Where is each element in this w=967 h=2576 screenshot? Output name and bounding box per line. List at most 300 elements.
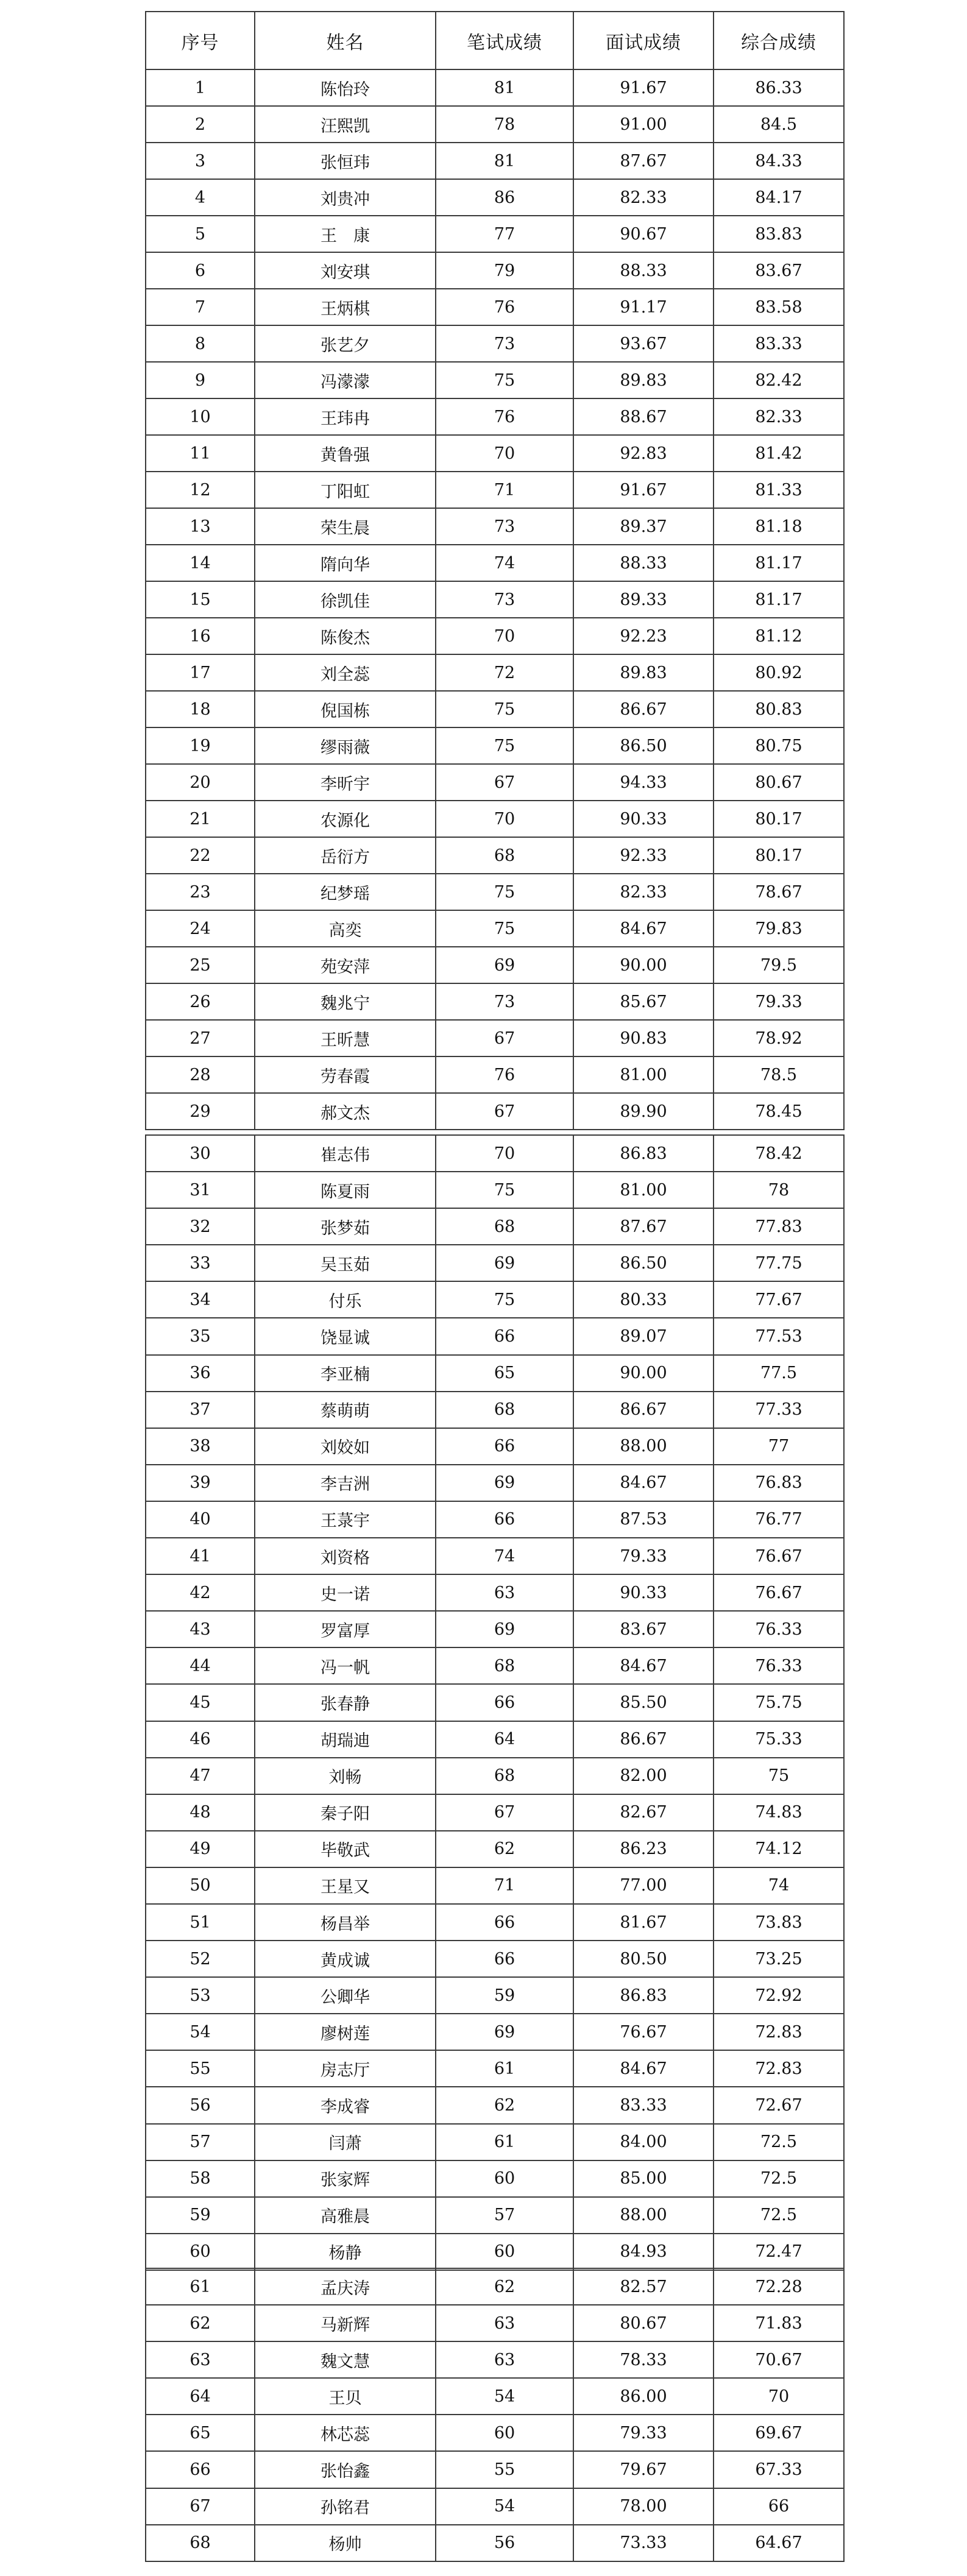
cell-seq: 47	[146, 1758, 255, 1794]
cell-name: 劳春霞	[255, 1056, 436, 1093]
cell-total-score: 72.67	[714, 2087, 844, 2123]
cell-seq: 7	[146, 289, 255, 325]
cell-total-score: 73.25	[714, 1941, 844, 1977]
cell-interview-score: 88.67	[573, 398, 714, 435]
cell-written-score: 75	[436, 874, 573, 910]
cell-written-score: 70	[436, 1135, 573, 1172]
cell-seq: 5	[146, 216, 255, 252]
cell-seq: 17	[146, 654, 255, 691]
cell-name: 倪国栋	[255, 691, 436, 727]
cell-seq: 54	[146, 2014, 255, 2050]
cell-interview-score: 79.33	[573, 1538, 714, 1574]
cell-total-score: 74	[714, 1867, 844, 1904]
cell-seq: 23	[146, 874, 255, 910]
cell-interview-score: 92.83	[573, 435, 714, 472]
cell-total-score: 75.75	[714, 1684, 844, 1721]
cell-total-score: 72.5	[714, 2197, 844, 2234]
cell-seq: 52	[146, 1941, 255, 1977]
cell-seq: 56	[146, 2087, 255, 2123]
header-interview-score: 面试成绩	[573, 12, 714, 69]
cell-seq: 46	[146, 1721, 255, 1758]
cell-seq: 53	[146, 1977, 255, 2014]
table-row	[146, 801, 844, 837]
cell-interview-score: 88.00	[573, 1428, 714, 1465]
table-row	[146, 691, 844, 727]
cell-seq: 16	[146, 618, 255, 654]
table-row	[146, 289, 844, 325]
cell-written-score: 70	[436, 801, 573, 837]
table-row	[146, 1172, 844, 1208]
table-row	[146, 1501, 844, 1538]
cell-total-score: 72.5	[714, 2160, 844, 2197]
cell-seq: 35	[146, 1318, 255, 1354]
table-row	[146, 910, 844, 947]
cell-written-score: 68	[436, 837, 573, 874]
table-header-row	[146, 12, 844, 69]
cell-interview-score: 89.33	[573, 581, 714, 618]
cell-written-score: 73	[436, 983, 573, 1020]
cell-written-score: 69	[436, 2014, 573, 2050]
table-row	[146, 1611, 844, 1647]
cell-name: 秦子阳	[255, 1794, 436, 1831]
cell-interview-score: 84.67	[573, 1647, 714, 1684]
cell-name: 李亚楠	[255, 1355, 436, 1392]
table-row	[146, 837, 844, 874]
cell-seq: 30	[146, 1135, 255, 1172]
table-row	[146, 2160, 844, 2197]
cell-name: 张春静	[255, 1684, 436, 1721]
table-row	[146, 1428, 844, 1465]
cell-seq: 66	[146, 2451, 255, 2488]
cell-written-score: 67	[436, 1093, 573, 1130]
cell-name: 马新辉	[255, 2305, 436, 2341]
cell-name: 饶显诚	[255, 1318, 436, 1354]
cell-interview-score: 82.33	[573, 179, 714, 216]
cell-interview-score: 79.67	[573, 2451, 714, 2488]
cell-interview-score: 78.33	[573, 2341, 714, 2378]
cell-name: 魏兆宁	[255, 983, 436, 1020]
cell-interview-score: 90.00	[573, 1355, 714, 1392]
table-row	[146, 2234, 844, 2270]
header-name: 姓名	[255, 12, 436, 69]
table-row	[146, 216, 844, 252]
cell-written-score: 54	[436, 2488, 573, 2525]
cell-total-score: 73.83	[714, 1904, 844, 1941]
cell-seq: 27	[146, 1020, 255, 1056]
cell-written-score: 73	[436, 325, 573, 362]
cell-interview-score: 78.00	[573, 2488, 714, 2525]
cell-seq: 20	[146, 764, 255, 801]
table-row	[146, 106, 844, 143]
table-row	[146, 1465, 844, 1501]
cell-interview-score: 90.00	[573, 947, 714, 983]
cell-interview-score: 91.00	[573, 106, 714, 143]
cell-total-score: 81.17	[714, 545, 844, 581]
cell-interview-score: 79.33	[573, 2415, 714, 2451]
table-row	[146, 2415, 844, 2451]
table-row	[146, 1056, 844, 1093]
cell-total-score: 77	[714, 1428, 844, 1465]
cell-name: 高雅晨	[255, 2197, 436, 2234]
cell-interview-score: 90.67	[573, 216, 714, 252]
table-row	[146, 362, 844, 398]
cell-interview-score: 82.33	[573, 874, 714, 910]
cell-seq: 62	[146, 2305, 255, 2341]
cell-written-score: 66	[436, 1318, 573, 1354]
cell-interview-score: 91.67	[573, 69, 714, 106]
table-row	[146, 983, 844, 1020]
table-row	[146, 2451, 844, 2488]
cell-written-score: 70	[436, 618, 573, 654]
cell-total-score: 66	[714, 2488, 844, 2525]
cell-interview-score: 91.67	[573, 472, 714, 508]
cell-interview-score: 80.50	[573, 1941, 714, 1977]
cell-name: 杨静	[255, 2234, 436, 2270]
cell-written-score: 76	[436, 398, 573, 435]
cell-interview-score: 85.67	[573, 983, 714, 1020]
cell-total-score: 84.17	[714, 179, 844, 216]
table-row	[146, 1647, 844, 1684]
cell-seq: 50	[146, 1867, 255, 1904]
cell-written-score: 71	[436, 1867, 573, 1904]
cell-total-score: 82.33	[714, 398, 844, 435]
cell-interview-score: 86.23	[573, 1831, 714, 1867]
cell-written-score: 60	[436, 2160, 573, 2197]
table-row	[146, 2197, 844, 2234]
cell-seq: 42	[146, 1574, 255, 1611]
cell-seq: 44	[146, 1647, 255, 1684]
cell-total-score: 81.18	[714, 508, 844, 545]
cell-written-score: 63	[436, 1574, 573, 1611]
cell-total-score: 79.83	[714, 910, 844, 947]
cell-name: 农源化	[255, 801, 436, 837]
cell-written-score: 62	[436, 2087, 573, 2123]
cell-name: 刘全蕊	[255, 654, 436, 691]
cell-total-score: 72.28	[714, 2268, 844, 2305]
cell-written-score: 62	[436, 1831, 573, 1867]
cell-seq: 13	[146, 508, 255, 545]
cell-interview-score: 86.50	[573, 727, 714, 764]
cell-total-score: 81.33	[714, 472, 844, 508]
cell-written-score: 86	[436, 179, 573, 216]
cell-name: 苑安萍	[255, 947, 436, 983]
table-row	[146, 435, 844, 472]
cell-interview-score: 87.53	[573, 1501, 714, 1538]
cell-seq: 15	[146, 581, 255, 618]
table-row	[146, 1392, 844, 1428]
cell-written-score: 63	[436, 2305, 573, 2341]
cell-written-score: 68	[436, 1647, 573, 1684]
cell-seq: 18	[146, 691, 255, 727]
cell-name: 陈夏雨	[255, 1172, 436, 1208]
cell-interview-score: 84.67	[573, 1465, 714, 1501]
cell-interview-score: 86.83	[573, 1135, 714, 1172]
cell-total-score: 78	[714, 1172, 844, 1208]
cell-seq: 38	[146, 1428, 255, 1465]
cell-name: 林芯蕊	[255, 2415, 436, 2451]
cell-name: 丁阳虹	[255, 472, 436, 508]
cell-name: 王 康	[255, 216, 436, 252]
cell-seq: 25	[146, 947, 255, 983]
score-table-section-3	[145, 2268, 845, 2562]
cell-seq: 3	[146, 143, 255, 179]
cell-name: 孟庆涛	[255, 2268, 436, 2305]
cell-name: 崔志伟	[255, 1135, 436, 1172]
table-row	[146, 1721, 844, 1758]
cell-total-score: 74.83	[714, 1794, 844, 1831]
cell-written-score: 73	[436, 508, 573, 545]
cell-written-score: 59	[436, 1977, 573, 2014]
table-row	[146, 472, 844, 508]
cell-written-score: 73	[436, 581, 573, 618]
table-row	[146, 2378, 844, 2415]
cell-total-score: 75.33	[714, 1721, 844, 1758]
cell-total-score: 80.83	[714, 691, 844, 727]
cell-seq: 8	[146, 325, 255, 362]
cell-total-score: 70.67	[714, 2341, 844, 2378]
cell-total-score: 80.67	[714, 764, 844, 801]
cell-name: 冯一帆	[255, 1647, 436, 1684]
cell-seq: 37	[146, 1392, 255, 1428]
cell-seq: 59	[146, 2197, 255, 2234]
cell-seq: 28	[146, 1056, 255, 1093]
cell-total-score: 83.58	[714, 289, 844, 325]
cell-written-score: 81	[436, 143, 573, 179]
header-written-score: 笔试成绩	[436, 12, 573, 69]
cell-interview-score: 87.67	[573, 143, 714, 179]
cell-interview-score: 82.67	[573, 1794, 714, 1831]
cell-total-score: 78.5	[714, 1056, 844, 1093]
cell-written-score: 63	[436, 2341, 573, 2378]
cell-total-score: 81.17	[714, 581, 844, 618]
cell-seq: 51	[146, 1904, 255, 1941]
cell-name: 黄鲁强	[255, 435, 436, 472]
cell-name: 付乐	[255, 1281, 436, 1318]
cell-written-score: 66	[436, 1501, 573, 1538]
cell-interview-score: 81.00	[573, 1056, 714, 1093]
cell-seq: 11	[146, 435, 255, 472]
cell-total-score: 83.33	[714, 325, 844, 362]
cell-total-score: 77.67	[714, 1281, 844, 1318]
table-row	[146, 69, 844, 106]
cell-written-score: 72	[436, 654, 573, 691]
cell-name: 汪熙凯	[255, 106, 436, 143]
table-row	[146, 143, 844, 179]
table-row	[146, 2087, 844, 2123]
cell-total-score: 79.33	[714, 983, 844, 1020]
cell-written-score: 78	[436, 106, 573, 143]
table-row	[146, 1758, 844, 1794]
table-row	[146, 1794, 844, 1831]
cell-total-score: 77.75	[714, 1245, 844, 1281]
cell-interview-score: 85.00	[573, 2160, 714, 2197]
cell-seq: 60	[146, 2234, 255, 2270]
cell-name: 蔡萌萌	[255, 1392, 436, 1428]
cell-interview-score: 92.23	[573, 618, 714, 654]
cell-interview-score: 86.67	[573, 1721, 714, 1758]
cell-written-score: 81	[436, 69, 573, 106]
cell-written-score: 64	[436, 1721, 573, 1758]
cell-interview-score: 88.33	[573, 545, 714, 581]
table-row	[146, 764, 844, 801]
cell-interview-score: 89.83	[573, 362, 714, 398]
cell-name: 张家辉	[255, 2160, 436, 2197]
cell-written-score: 66	[436, 1941, 573, 1977]
cell-seq: 36	[146, 1355, 255, 1392]
cell-interview-score: 81.67	[573, 1904, 714, 1941]
cell-total-score: 72.92	[714, 1977, 844, 2014]
table-row	[146, 874, 844, 910]
table-row	[146, 2488, 844, 2525]
table-row	[146, 252, 844, 289]
cell-seq: 26	[146, 983, 255, 1020]
cell-total-score: 80.17	[714, 837, 844, 874]
cell-seq: 58	[146, 2160, 255, 2197]
cell-seq: 57	[146, 2124, 255, 2160]
cell-name: 纪梦瑶	[255, 874, 436, 910]
cell-interview-score: 94.33	[573, 764, 714, 801]
cell-name: 缪雨薇	[255, 727, 436, 764]
cell-written-score: 76	[436, 289, 573, 325]
cell-name: 公卿华	[255, 1977, 436, 2014]
cell-interview-score: 81.00	[573, 1172, 714, 1208]
table-row	[146, 1904, 844, 1941]
cell-interview-score: 88.00	[573, 2197, 714, 2234]
cell-interview-score: 91.17	[573, 289, 714, 325]
table-row	[146, 1684, 844, 1721]
cell-total-score: 78.67	[714, 874, 844, 910]
cell-seq: 32	[146, 1208, 255, 1245]
table-row	[146, 1977, 844, 2014]
cell-written-score: 66	[436, 1684, 573, 1721]
cell-name: 黄成诚	[255, 1941, 436, 1977]
cell-seq: 12	[146, 472, 255, 508]
cell-name: 陈怡玲	[255, 69, 436, 106]
cell-seq: 29	[146, 1093, 255, 1130]
cell-interview-score: 77.00	[573, 1867, 714, 1904]
cell-interview-score: 83.67	[573, 1611, 714, 1647]
cell-total-score: 84.5	[714, 106, 844, 143]
cell-written-score: 70	[436, 435, 573, 472]
table-row	[146, 2014, 844, 2050]
table-row	[146, 1208, 844, 1245]
cell-interview-score: 92.33	[573, 837, 714, 874]
cell-interview-score: 85.50	[573, 1684, 714, 1721]
cell-name: 刘资格	[255, 1538, 436, 1574]
cell-total-score: 75	[714, 1758, 844, 1794]
cell-name: 张梦茹	[255, 1208, 436, 1245]
cell-interview-score: 88.33	[573, 252, 714, 289]
cell-written-score: 56	[436, 2525, 573, 2561]
cell-interview-score: 89.90	[573, 1093, 714, 1130]
cell-name: 闫萧	[255, 2124, 436, 2160]
score-table-section-1	[145, 11, 845, 1130]
cell-seq: 24	[146, 910, 255, 947]
cell-name: 王炳棋	[255, 289, 436, 325]
cell-written-score: 69	[436, 1245, 573, 1281]
cell-total-score: 80.75	[714, 727, 844, 764]
cell-total-score: 72.47	[714, 2234, 844, 2270]
cell-seq: 34	[146, 1281, 255, 1318]
table-row	[146, 618, 844, 654]
cell-interview-score: 82.00	[573, 1758, 714, 1794]
cell-written-score: 75	[436, 362, 573, 398]
cell-seq: 61	[146, 2268, 255, 2305]
cell-name: 孙铭君	[255, 2488, 436, 2525]
cell-written-score: 60	[436, 2234, 573, 2270]
cell-name: 徐凯佳	[255, 581, 436, 618]
cell-written-score: 57	[436, 2197, 573, 2234]
table-row	[146, 545, 844, 581]
table-row	[146, 581, 844, 618]
cell-interview-score: 76.67	[573, 2014, 714, 2050]
cell-interview-score: 73.33	[573, 2525, 714, 2561]
cell-written-score: 65	[436, 1355, 573, 1392]
table-row	[146, 1020, 844, 1056]
cell-seq: 9	[146, 362, 255, 398]
cell-interview-score: 90.83	[573, 1020, 714, 1056]
cell-seq: 64	[146, 2378, 255, 2415]
cell-seq: 1	[146, 69, 255, 106]
cell-name: 王菉宇	[255, 1501, 436, 1538]
cell-total-score: 64.67	[714, 2525, 844, 2561]
cell-interview-score: 93.67	[573, 325, 714, 362]
cell-name: 史一诺	[255, 1574, 436, 1611]
cell-name: 陈俊杰	[255, 618, 436, 654]
cell-total-score: 78.92	[714, 1020, 844, 1056]
cell-total-score: 67.33	[714, 2451, 844, 2488]
cell-total-score: 81.12	[714, 618, 844, 654]
cell-seq: 39	[146, 1465, 255, 1501]
cell-total-score: 83.83	[714, 216, 844, 252]
cell-written-score: 61	[436, 2050, 573, 2087]
cell-total-score: 69.67	[714, 2415, 844, 2451]
cell-interview-score: 90.33	[573, 801, 714, 837]
table-row	[146, 179, 844, 216]
cell-interview-score: 82.57	[573, 2268, 714, 2305]
cell-written-score: 61	[436, 2124, 573, 2160]
cell-interview-score: 86.50	[573, 1245, 714, 1281]
table-row	[146, 1093, 844, 1130]
table-row	[146, 2124, 844, 2160]
cell-interview-score: 86.00	[573, 2378, 714, 2415]
table-row	[146, 727, 844, 764]
cell-seq: 33	[146, 1245, 255, 1281]
cell-name: 张怡鑫	[255, 2451, 436, 2488]
cell-written-score: 75	[436, 691, 573, 727]
cell-name: 杨帅	[255, 2525, 436, 2561]
cell-interview-score: 87.67	[573, 1208, 714, 1245]
cell-interview-score: 86.67	[573, 1392, 714, 1428]
cell-name: 张艺夕	[255, 325, 436, 362]
cell-written-score: 66	[436, 1428, 573, 1465]
cell-total-score: 72.83	[714, 2014, 844, 2050]
cell-name: 岳衍方	[255, 837, 436, 874]
cell-name: 李昕宇	[255, 764, 436, 801]
cell-name: 李吉洲	[255, 1465, 436, 1501]
cell-written-score: 67	[436, 1020, 573, 1056]
table-row	[146, 398, 844, 435]
cell-interview-score: 80.33	[573, 1281, 714, 1318]
cell-written-score: 79	[436, 252, 573, 289]
cell-interview-score: 89.37	[573, 508, 714, 545]
table-row	[146, 947, 844, 983]
cell-written-score: 69	[436, 1465, 573, 1501]
cell-total-score: 78.42	[714, 1135, 844, 1172]
table-row	[146, 1318, 844, 1354]
table-row	[146, 2305, 844, 2341]
cell-interview-score: 84.00	[573, 2124, 714, 2160]
